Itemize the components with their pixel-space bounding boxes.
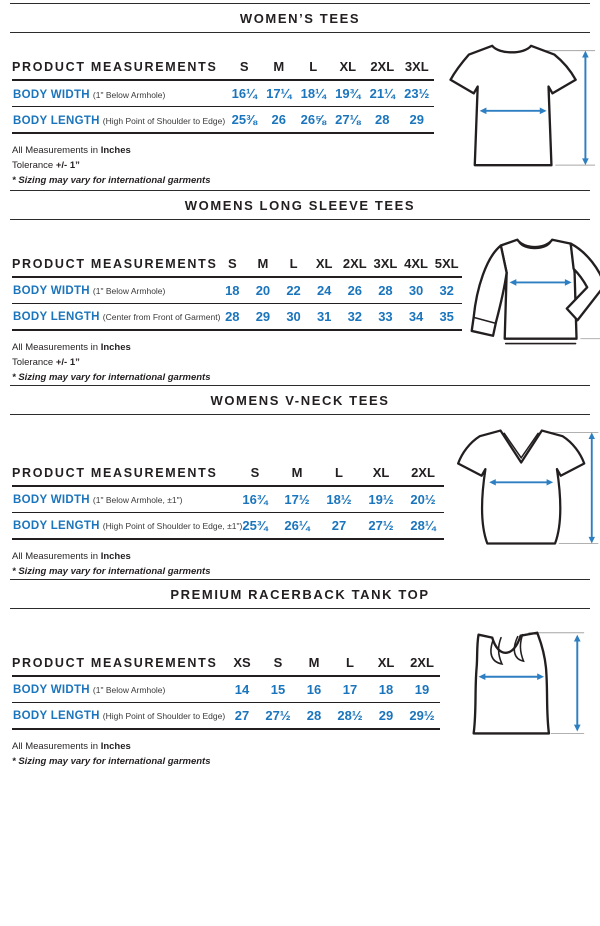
table-footnotes [12,739,440,769]
measurement-value: 17½ [276,486,318,513]
measurement-value: 31 [309,303,340,330]
section-header [10,385,590,415]
footnote: Tolerance +/- 1” [12,356,80,368]
measurement-value: 34 [401,303,432,330]
measurement-value: 32 [340,303,371,330]
vneck-illustration [444,423,600,564]
row-note: (1" Below Armhole) [92,685,166,696]
measurement-value: 16¼ [227,80,262,107]
measurement-value: 26 [262,107,297,134]
table-row [12,486,444,513]
measurement-value: 23½ [400,80,435,107]
size-column-header: XL [360,465,402,486]
size-column-header: XL [331,59,366,80]
measurements-table [12,655,440,730]
size-column-header: M [262,59,297,80]
table-row [12,702,440,729]
size-column-header: M [296,655,332,676]
section-title: PREMIUM RACERBACK TANK TOP [170,586,430,602]
measurement-value: 26 [340,277,371,304]
table-footnotes [12,549,444,579]
size-column-header: XL [309,256,340,277]
footnote: * Sizing may vary for international garments [12,755,211,767]
footnote: * Sizing may vary for international garments [12,175,211,186]
table-footnotes [12,143,434,188]
footnote: All Measurements in Inches [12,740,131,752]
measurement-value: 27½ [360,512,402,539]
size-column-header: 5XL [431,256,462,277]
size-column-header: XS [224,655,260,676]
measurement-value: 19 [404,676,440,703]
size-chart-section [0,3,600,190]
row-label: BODY WIDTH [13,285,90,298]
section-title: WOMENS LONG SLEEVE TEES [184,197,416,213]
body-length-arrow [582,51,589,166]
table-row [12,277,462,304]
footnote: Tolerance +/- 1” [12,160,80,171]
measurement-value: 15 [260,676,296,703]
measurement-value: 33 [370,303,401,330]
measurement-value: 27⅛ [331,107,366,134]
size-column-header: S [234,465,276,486]
measurement-value: 21¼ [365,80,400,107]
measurement-value: 24 [309,277,340,304]
measurements-table [12,256,462,331]
measurement-value: 29 [368,702,404,729]
size-column-header: 3XL [370,256,401,277]
measurement-value: 29 [248,303,279,330]
row-label: BODY LENGTH [13,114,100,127]
measurement-value: 32 [431,277,462,304]
table-row [12,107,434,134]
size-chart-section [0,190,600,385]
longsleeve-illustration [462,230,600,376]
row-note: (1" Below Armhole) [92,89,166,100]
size-column-header: 2XL [340,256,371,277]
garment-illustration-area [444,423,600,569]
measurement-value: 27 [318,512,360,539]
measurement-value: 29 [400,107,435,134]
size-column-header: 2XL [402,465,444,486]
section-header [10,190,590,220]
row-label: BODY WIDTH [13,88,90,101]
size-column-header: M [276,465,318,486]
garment-illustration-area [434,39,599,190]
measurement-value: 30 [278,303,309,330]
size-column-header: 3XL [400,59,435,80]
row-label: BODY LENGTH [13,520,100,533]
section-title: WOMENS V-NECK TEES [210,392,390,408]
table-header-label: PRODUCT MEASUREMENTS [12,655,224,676]
body-length-arrow [589,432,595,543]
garment-illustration-area [458,621,590,773]
row-label: BODY LENGTH [13,710,100,723]
row-note: (High Point of Shoulder to Edge, ±1") [102,521,243,532]
table-footnotes [12,340,462,385]
measurement-value: 25¾ [234,512,276,539]
table-row [12,512,444,539]
row-note: (Center from Front of Garment) [102,312,221,323]
measurement-value: 16¾ [234,486,276,513]
measurement-value: 18½ [318,486,360,513]
table-row [12,80,434,107]
footnote: All Measurements in Inches [12,341,131,353]
size-column-header: M [248,256,279,277]
measurements-table [12,465,444,540]
measurement-value: 19½ [360,486,402,513]
measurement-value: 17¼ [262,80,297,107]
section-title: WOMEN’S TEES [239,11,361,26]
measurement-value: 27½ [260,702,296,729]
row-label: BODY WIDTH [13,684,90,697]
row-note: (High Point of Shoulder to Edge) [102,115,226,126]
measurement-value: 19¾ [331,80,366,107]
size-column-header: L [332,655,368,676]
size-column-header: L [296,59,331,80]
measurement-value: 16 [296,676,332,703]
size-chart-section [0,579,600,781]
measurement-value: 29½ [404,702,440,729]
row-note: (1" Below Armhole, ±1") [92,495,183,506]
footnote: All Measurements in Inches [12,145,131,156]
section-header [10,3,590,33]
table-header-label: PRODUCT MEASUREMENTS [12,465,234,486]
table-row [12,303,462,330]
size-column-header: 2XL [365,59,400,80]
size-column-header: 2XL [404,655,440,676]
table-header-label: PRODUCT MEASUREMENTS [12,59,227,80]
measurement-value: 20½ [402,486,444,513]
tee-illustration [434,39,599,185]
measurement-value: 27 [224,702,260,729]
size-column-header: XL [368,655,404,676]
measurement-value: 18 [217,277,248,304]
table-row [12,676,440,703]
measurement-value: 25⅜ [227,107,262,134]
garment-illustration-area [462,230,600,381]
measurement-value: 35 [431,303,462,330]
measurement-value: 30 [401,277,432,304]
footnote: * Sizing may vary for international garments [12,371,211,383]
measurement-value: 28 [296,702,332,729]
size-column-header: S [260,655,296,676]
measurement-value: 28½ [332,702,368,729]
measurement-value: 28 [217,303,248,330]
footnote: * Sizing may vary for international garments [12,565,211,577]
measurement-value: 18 [368,676,404,703]
section-header [10,579,590,609]
measurement-value: 28 [365,107,400,134]
measurement-value: 26⅝ [296,107,331,134]
measurement-value: 17 [332,676,368,703]
row-note: (1" Below Armhole) [92,286,166,297]
row-note: (High Point of Shoulder to Edge) [102,711,226,722]
size-column-header: S [227,59,262,80]
size-column-header: 4XL [401,256,432,277]
size-column-header: L [318,465,360,486]
size-chart-section [0,385,600,579]
footnote: All Measurements in Inches [12,550,131,562]
body-length-arrow [574,634,581,731]
measurement-value: 22 [278,277,309,304]
measurement-value: 28¼ [402,512,444,539]
measurement-value: 28 [370,277,401,304]
measurement-value: 20 [248,277,279,304]
row-label: BODY LENGTH [13,311,100,324]
size-column-header: L [278,256,309,277]
size-column-header: S [217,256,248,277]
measurement-value: 26¼ [276,512,318,539]
row-label: BODY WIDTH [13,494,90,507]
measurements-table [12,59,434,134]
table-header-label: PRODUCT MEASUREMENTS [12,256,217,277]
measurement-value: 18¼ [296,80,331,107]
tank-illustration [458,621,590,768]
measurement-value: 14 [224,676,260,703]
